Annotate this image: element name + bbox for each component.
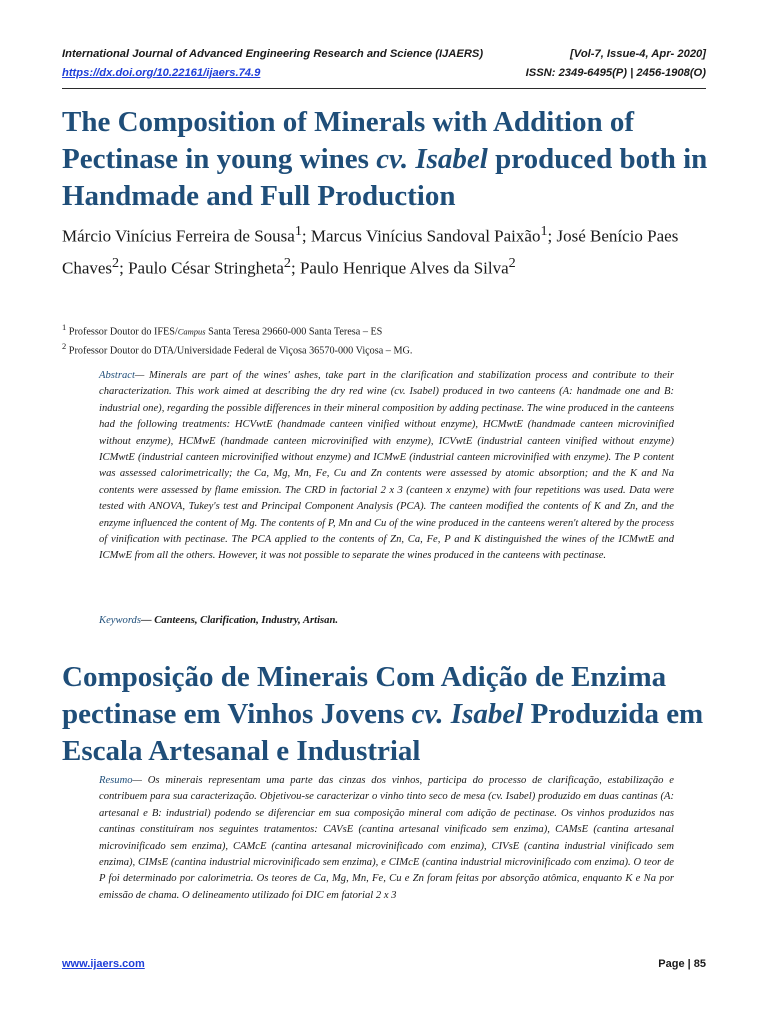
abstract-dash: — [134,370,150,381]
resumo-label: Resumo [99,775,133,786]
affiliations [62,320,412,359]
keywords-dash: — [140,615,155,626]
affiliation-1-campus: Campus [177,326,206,337]
doi-link[interactable]: https://dx.doi.org/10.22161/ijaers.74.9 [62,67,261,79]
author-3: ; José Benício Paes Chaves [62,226,679,278]
author-4-affil: 2 [283,254,291,271]
affiliation-2-number: 2 [62,341,67,352]
title-en-cultivar: cv. Isabel [376,143,488,175]
title-en-part2: produced both in Handmade and Full Production [62,143,708,212]
affiliation-1-text-b: Santa Teresa 29660-000 Santa Teresa – ES [205,326,383,338]
author-2: ; Marcus Vinícius Sandoval Paixão [301,226,541,246]
title-pt-part2: Produzida em Escala Artesanal e Industrial [62,698,704,767]
issn: ISSN: 2349-6495(P) | 2456-1908(O) [525,67,706,79]
author-2-affil: 1 [540,223,548,239]
paper-title-portuguese [62,659,712,770]
keywords-label: Keywords [99,615,141,626]
author-1-affil: 1 [294,223,302,239]
affiliation-1-text-a: Professor Doutor do IFES/ [66,326,178,338]
resumo [99,773,674,904]
journal-website-link[interactable]: www.ijaers.com [62,958,145,970]
title-pt-part1: Composição de Minerais Com Adição de Enzima pectinase em Vinhos Jovens [62,661,667,730]
keywords [99,615,338,626]
keywords-text: Canteens, Clarification, Industry, Artisan. [154,615,339,626]
page-number: Page | 85 [658,958,706,970]
author-5-affil: 2 [508,254,516,271]
journal-name: International Journal of Advanced Engineering Research and Science (IJAERS) [62,48,484,60]
abstract-label: Abstract [99,370,135,381]
volume-issue: [Vol-7, Issue-4, Apr- 2020] [570,48,706,60]
affiliation-2 [62,339,412,358]
title-en-part1: The Composition of Minerals with Addition of Pectinase in young wines [62,106,634,175]
author-3-affil: 2 [112,254,120,271]
header-rule [62,88,706,89]
title-pt-cultivar: cv. Isabel [411,698,524,730]
resumo-dash: — [132,775,148,786]
author-list [62,218,712,281]
resumo-text: Os minerais representam uma parte das cinzas dos vinhos, participa do processo de clarificação, estabilização e contribuem para sua caracterização. Objetivou-se caracterizar o vinho tinto seco de mesa (cv. Isabel) produzido em duas cantinas (A: artesanal e B: industrial) podendo se diferenciar em sua composição mineral com adição de pectinase. Os vinhos produzidos nas cantinas constituíram nos seguintes tratamentos: CAVsE (cantina artesanal vinificado sem enzima), CAMsE (cantina artesanal microvinificado sem enzima), CAMcE (cantina artesanal microvinificado com enzima), CIVsE (cantina industrial vinificado sem enzima), CIMsE (cantina industrial microvinificado sem enzima), e CIMcE (cantina industrial microvinificado com enzima). O teor de P foi determinado por calorimetria. Os teores de Ca, Mg, Mn, Fe, Cu e Zn foram feitas por absorção atômica, enquanto K e Na por emissão de chama. O delineamento utilizado foi DIC em fatorial 2 x 3 [99,775,674,901]
author-4: ; Paulo César Stringheta [119,258,284,278]
affiliation-2-text: Professor Doutor do DTA/Universidade Federal de Viçosa 36570-000 Viçosa – MG. [66,345,413,357]
abstract [99,368,674,565]
author-5: ; Paulo Henrique Alves da Silva [290,258,509,278]
abstract-text: Minerals are part of the wines' ashes, take part in the clarification and stabilization process and contribute to their characterization. This work aimed at describing the dry red wine (cv. Isabel) produced in two canteens (A: handmade one and B: industrial one), regarding the possible differences in their mineral composition by adding pectinase. The wine produced in the canteens had the following treatments: HCVwtE (handmade canteen vinified without enzyme), HCMwtE (handmade canteen microvinified without enzyme), HCMwE (handmade canteen microvinified with enzyme), ICVwtE (industrial canteen vinified without enzyme) ICMwtE (industrial canteen microvinified without enzyme) and ICMwE (industrial canteen microvinified with enzyme). The P content was assessed calorimetrically; the Ca, Mg, Mn, Fe, Cu and Zn contents were assessed by atomic absorption; and the K and Na contents were assessed by flame emission. The CRD in factorial 2 x 3 (canteen x enzyme) with four repetitions was used. Data were tested with ANOVA, Tukey's test and Principal Component Analysis (PCA). The canteen modified the contents of K and Zn, and the enzyme influenced the content of Mg. The contents of P, Mn and Cu of the wine produced in the canteens weren't altered by the process of vinification with pectinase. The PCA applied to the contents of Zn, Ca, Fe, P and K distinguished the wines of the ICMwtE and ICMwE from all the others. However, it was not possible to separate the wines produced in the canteens with pectinase. [99,370,674,562]
paper-title-english [62,104,712,215]
author-1: Márcio Vinícius Ferreira de Sousa [62,226,295,246]
affiliation-1-number: 1 [62,322,67,332]
affiliation-1 [62,320,412,339]
